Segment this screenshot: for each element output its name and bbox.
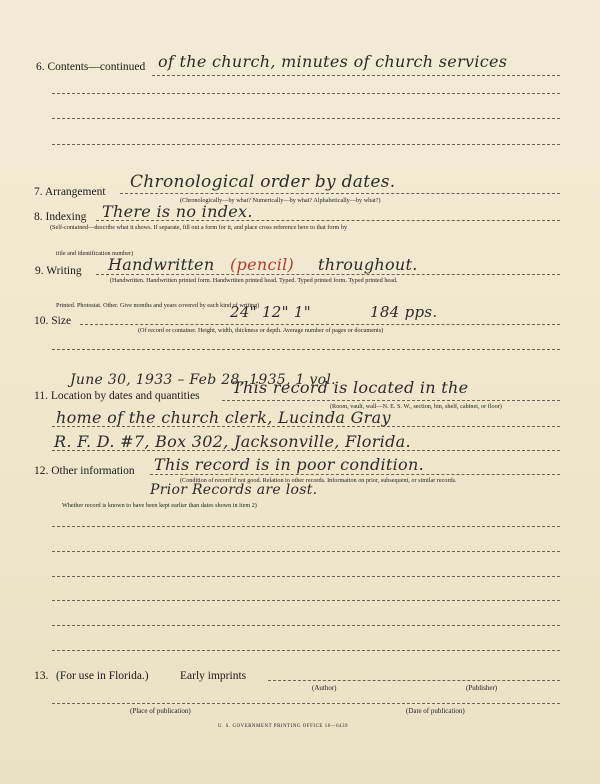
rule xyxy=(96,220,560,221)
rule xyxy=(52,426,560,427)
size-label: 10. Size xyxy=(34,315,72,327)
other-info-handwriting: This record is in poor condition. xyxy=(154,455,424,474)
printing-office-footer: U. S. GOVERNMENT PRINTING OFFICE 16—6439 xyxy=(218,724,349,729)
arrangement-handwriting: Chronological order by dates. xyxy=(130,172,396,192)
location-handwriting-3: R. F. D. #7, Box 302, Jacksonville, Florida. xyxy=(54,432,411,451)
imprints-number: 13. xyxy=(34,670,49,682)
contents-handwriting: of the church, minutes of church services xyxy=(158,52,508,71)
rule xyxy=(52,551,560,552)
rule xyxy=(52,703,560,704)
other-info-label: 12. Other information xyxy=(34,465,135,477)
rule xyxy=(96,274,560,275)
other-info-caption-2: Whether record is known to have been kept earlier than dates shown in item 2) xyxy=(62,502,257,509)
location-handwriting-2: home of the church clerk, Lucinda Gray xyxy=(56,408,391,427)
contents-label: 6. Contents—continued xyxy=(36,61,146,73)
location-caption: (Room, vault, wall—N. E. S. W., section, bin, shelf, cabinet, or floor) xyxy=(330,403,502,410)
arrangement-label: 7. Arrangement xyxy=(34,186,106,198)
writing-handwriting-2: throughout. xyxy=(318,255,418,274)
rule xyxy=(52,650,560,651)
writing-handwriting-red: (pencil) xyxy=(230,255,295,274)
other-info-caption: (Condition of record if not good. Relation to other records. Information on prior, subsequent, or similar records. xyxy=(180,477,457,484)
other-info-handwriting-2: Prior Records are lost. xyxy=(150,482,318,498)
indexing-handwriting: There is no index. xyxy=(102,202,253,221)
rule xyxy=(268,680,560,681)
rule xyxy=(52,600,560,601)
rule xyxy=(152,75,560,76)
writing-caption: (Handwritten. Handwritten printed form. Handwritten printed head. Typed. Typed printed form. Typed printed head. xyxy=(110,277,398,284)
size-handwriting: 24" 12" 1" xyxy=(230,303,311,321)
author-caption: (Author) xyxy=(312,684,337,692)
rule xyxy=(52,526,560,527)
rule xyxy=(52,144,560,145)
date-caption: (Date of publication) xyxy=(406,707,465,715)
location-dates-handwriting: June 30, 1933 – Feb 28, 1935, 1 vol. xyxy=(70,372,336,388)
rule xyxy=(222,400,560,401)
publisher-caption: (Publisher) xyxy=(466,684,498,692)
imprints-label: Early imprints xyxy=(180,670,247,682)
writing-label: 9. Writing xyxy=(35,265,82,277)
rule xyxy=(120,193,560,194)
size-caption: (Of record or container. Height, width, thickness or depth. Average number of pages or documents) xyxy=(138,327,384,334)
indexing-label: 8. Indexing xyxy=(34,211,87,223)
rule xyxy=(150,474,560,475)
rule xyxy=(52,349,560,350)
size-handwriting-2: 184 pps. xyxy=(370,303,438,321)
rule xyxy=(52,93,560,94)
indexing-caption-2: title and identification number) xyxy=(56,250,134,257)
rule xyxy=(52,450,560,451)
location-label: 11. Location by dates and quantities xyxy=(34,390,200,402)
arrangement-caption: (Chronologically—by what? Numerically—by what? Alphabetically—by what?) xyxy=(180,197,381,204)
rule xyxy=(52,625,560,626)
place-caption: (Place of publication) xyxy=(130,707,191,715)
rule xyxy=(52,118,560,119)
rule xyxy=(52,576,560,577)
location-handwriting: This record is located in the xyxy=(232,378,469,397)
rule xyxy=(80,324,560,325)
indexing-caption: (Self-contained—describe what it shows. If separate, fill out a form for it, and place cross reference here to that form by xyxy=(50,224,348,231)
writing-caption-2: Printed. Photostat. Other. Give months and years covered by each kind of writing) xyxy=(56,302,260,309)
writing-handwriting: Handwritten xyxy=(108,255,215,274)
imprints-note: (For use in Florida.) xyxy=(56,670,149,682)
